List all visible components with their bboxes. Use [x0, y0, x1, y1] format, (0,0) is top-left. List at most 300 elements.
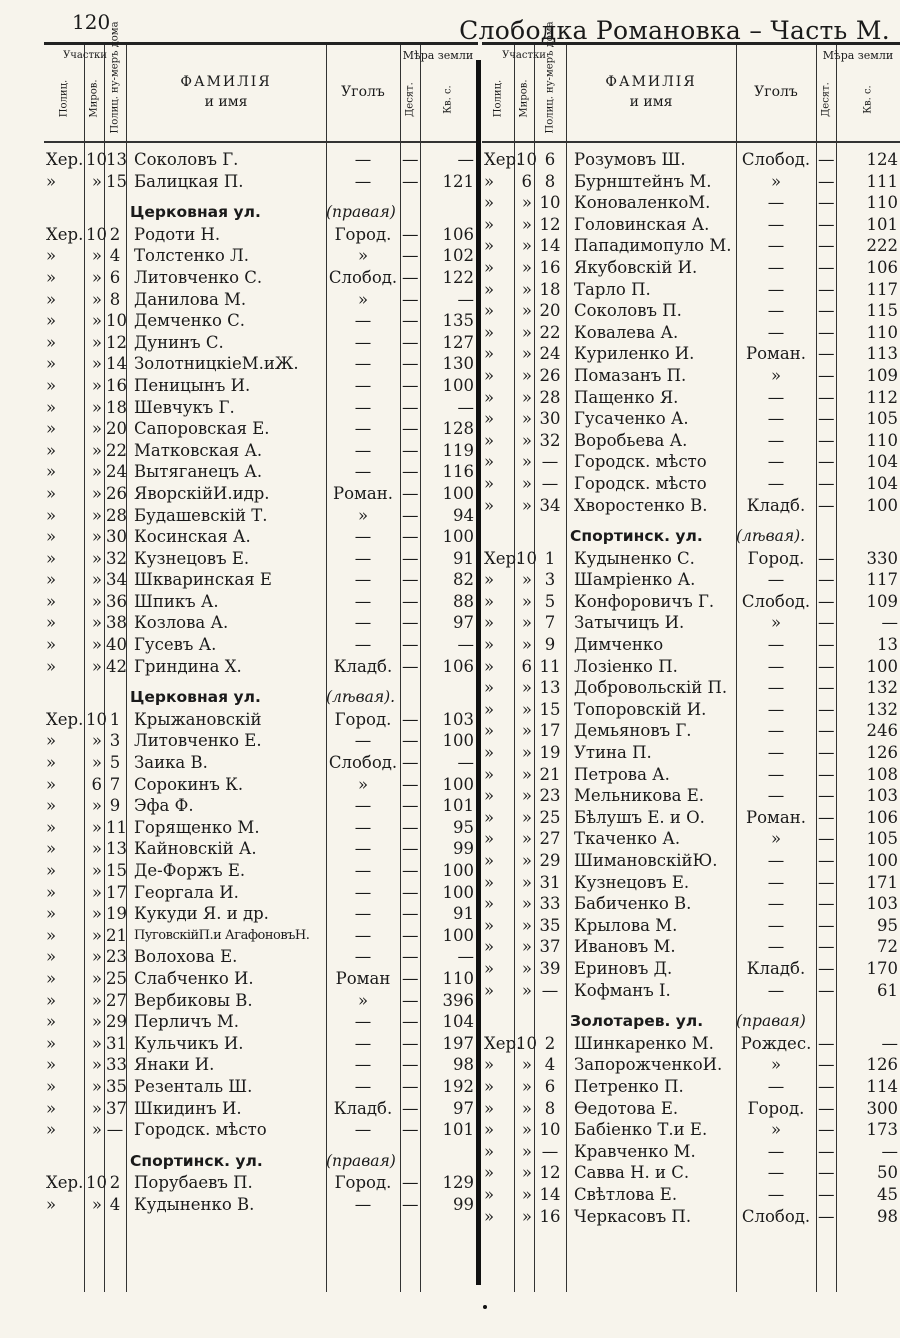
peace-district-cell: »	[521, 1120, 532, 1140]
table-row	[44, 752, 478, 774]
sq-sazhen-cell: 104	[866, 452, 898, 472]
owner-name-cell: Толстенко Л.	[134, 246, 250, 266]
corner-cell: »	[357, 990, 369, 1010]
house-number-cell: 10	[539, 193, 561, 213]
owner-name-cell: Конфоровичъ Г.	[574, 591, 715, 611]
police-district-cell: »	[484, 807, 495, 827]
desyatin-cell: —	[818, 257, 835, 277]
peace-district-cell: »	[91, 731, 102, 751]
right-table-body	[482, 149, 900, 1227]
corner-cell: Слобод.	[741, 1206, 811, 1226]
peace-district-cell: »	[521, 678, 532, 698]
house-number-cell: 10	[106, 311, 127, 331]
desyatin-cell: —	[818, 958, 835, 978]
peace-district-cell: »	[91, 904, 102, 924]
house-number-cell: 14	[539, 236, 561, 256]
owner-name-cell: Эфа Ф.	[134, 796, 194, 816]
header-familiya	[126, 45, 326, 141]
police-district-cell: »	[46, 548, 57, 568]
police-district-cell: »	[484, 452, 495, 472]
desyatin-cell: —	[818, 872, 835, 892]
table-row	[482, 322, 900, 344]
sq-sazhen-cell: 103	[866, 894, 898, 914]
desyatin-cell: —	[818, 548, 835, 568]
desyatin-cell: —	[402, 397, 419, 417]
header-mera-zemli	[400, 45, 476, 65]
desyatin-cell: —	[402, 1076, 419, 1096]
header-desyat: Десят.	[820, 82, 832, 117]
police-district-cell: »	[484, 570, 495, 590]
desyatin-cell: —	[818, 1055, 835, 1075]
table-row	[482, 1141, 900, 1163]
sq-sazhen-cell: 106	[442, 224, 474, 244]
owner-name-cell: Городск. мѣсто	[574, 473, 707, 493]
house-number-cell: 3	[109, 731, 121, 751]
police-district-cell: »	[46, 397, 57, 417]
house-number-cell: 6	[544, 150, 556, 169]
owner-name-cell: Кудыненко С.	[574, 548, 695, 568]
desyatin-cell: —	[402, 925, 419, 945]
desyatin-cell: —	[818, 344, 835, 364]
police-district-cell: »	[484, 937, 495, 957]
desyatin-cell: —	[402, 817, 419, 837]
desyatin-cell: —	[818, 301, 835, 321]
house-number-cell: 15	[106, 861, 127, 880]
owner-name-cell: Шамріенко А.	[574, 570, 696, 590]
house-number-cell: 23	[539, 786, 561, 806]
peace-district-cell: »	[91, 354, 102, 374]
table-row	[44, 440, 478, 462]
sq-sazhen-cell: 119	[442, 440, 474, 460]
table-row	[482, 473, 900, 495]
police-district-cell: »	[484, 257, 495, 277]
corner-cell: —	[767, 236, 785, 256]
desyatin-cell: —	[402, 656, 419, 676]
house-number-cell: 37	[539, 937, 561, 957]
sq-sazhen-cell: 121	[442, 171, 474, 191]
desyatin-cell: —	[818, 1206, 835, 1226]
peace-district-cell: »	[521, 387, 532, 407]
peace-district-cell: »	[521, 1055, 532, 1075]
peace-district-cell: »	[91, 1120, 102, 1140]
peace-district-cell: »	[91, 570, 102, 590]
peace-district-cell: »	[91, 817, 102, 837]
peace-district-cell: »	[521, 872, 532, 892]
sq-sazhen-cell: 104	[442, 1012, 474, 1032]
house-number-cell: 31	[106, 1033, 127, 1053]
sq-sazhen-cell: —	[457, 753, 474, 773]
sq-sazhen-cell: 114	[866, 1076, 898, 1096]
row-spacer	[482, 516, 900, 526]
owner-name-cell: Ткаченко А.	[574, 829, 681, 849]
police-district-cell: »	[46, 753, 57, 773]
corner-cell: —	[354, 1120, 372, 1140]
street-side: (правая)	[736, 1012, 806, 1031]
owner-name-cell: Савва Н. и С.	[574, 1163, 690, 1183]
desyatin-cell: —	[402, 731, 419, 751]
house-number-cell: —	[541, 473, 559, 493]
desyatin-cell: —	[402, 505, 419, 525]
peace-district-cell: »	[521, 786, 532, 806]
table-row	[44, 1054, 478, 1076]
desyatin-cell: —	[402, 246, 419, 266]
sq-sazhen-cell: 106	[866, 257, 898, 277]
table-row	[44, 310, 478, 332]
house-number-cell: 39	[539, 958, 561, 978]
column-divider	[476, 60, 481, 1285]
peace-district-cell: »	[91, 990, 102, 1010]
police-district-cell: »	[46, 968, 57, 988]
police-district-cell: »	[46, 354, 57, 374]
police-district-cell: »	[484, 591, 495, 611]
house-number-cell: 35	[106, 1076, 127, 1096]
peace-district-cell: »	[521, 807, 532, 827]
police-district-cell: »	[484, 1184, 495, 1204]
sq-sazhen-cell: 197	[442, 1033, 474, 1053]
corner-cell: —	[767, 699, 785, 719]
police-district-cell: »	[46, 613, 57, 633]
desyatin-cell: —	[818, 214, 835, 234]
table-row	[482, 451, 900, 473]
table-row	[44, 838, 478, 860]
sq-sazhen-cell: 88	[453, 591, 474, 611]
table-row	[482, 720, 900, 742]
sq-sazhen-cell: —	[457, 397, 474, 417]
house-number-cell: 26	[106, 483, 127, 503]
peace-district-cell: »	[521, 1098, 532, 1118]
police-district-cell: »	[484, 301, 495, 321]
sq-sazhen-cell: 91	[453, 904, 474, 924]
police-district-cell: »	[46, 1033, 57, 1053]
table-row	[44, 245, 478, 267]
desyatin-cell: —	[818, 430, 835, 450]
house-number-cell: 38	[106, 613, 127, 633]
sq-sazhen-cell: 106	[866, 807, 898, 827]
desyatin-cell: —	[818, 764, 835, 784]
peace-district-cell: »	[521, 430, 532, 450]
corner-cell: —	[767, 872, 785, 892]
corner-cell: Город.	[334, 1173, 392, 1193]
table-row	[44, 946, 478, 968]
corner-cell: Слобод.	[741, 150, 811, 169]
peace-district-cell: »	[91, 925, 102, 945]
desyatin-cell: —	[818, 1163, 835, 1183]
house-number-cell: 32	[106, 548, 127, 568]
desyatin-cell: —	[402, 753, 419, 773]
table-row	[44, 1011, 478, 1033]
table-row	[482, 279, 900, 301]
house-number-cell: 17	[539, 721, 561, 741]
house-number-cell: 2	[544, 1033, 556, 1053]
house-number-cell: 29	[106, 1012, 127, 1032]
owner-name-cell: Димченко	[574, 635, 664, 655]
header-kv-s: Кв. с.	[442, 85, 454, 114]
table-row	[44, 925, 478, 947]
owner-name-cell: Кузнецовъ Е.	[574, 872, 690, 892]
corner-cell: Роман	[335, 968, 391, 988]
sq-sazhen-cell: 100	[442, 731, 474, 751]
header-dom-nomer: Полиц. ну-меръ дома	[544, 21, 556, 134]
peace-district-cell: »	[91, 1098, 102, 1118]
sq-sazhen-cell: 101	[866, 214, 898, 234]
desyatin-cell: —	[818, 1098, 835, 1118]
peace-district-cell: »	[521, 452, 532, 472]
owner-name-cell: Ериновъ Д.	[574, 958, 673, 978]
corner-cell: —	[354, 354, 372, 374]
corner-cell: —	[767, 387, 785, 407]
owner-name-cell: Бабіенко Т.и Е.	[574, 1120, 708, 1140]
table-row	[44, 224, 478, 246]
peace-district-cell: »	[91, 527, 102, 547]
corner-cell: —	[767, 193, 785, 213]
police-district-cell: »	[46, 656, 57, 676]
desyatin-cell: —	[402, 839, 419, 859]
desyatin-cell: —	[402, 1194, 419, 1214]
police-district-cell: »	[484, 1141, 495, 1161]
police-district-cell: »	[484, 214, 495, 234]
sq-sazhen-cell: 117	[866, 570, 898, 590]
police-district-cell: »	[46, 731, 57, 751]
house-number-cell: 1	[109, 709, 121, 729]
peace-district-cell: »	[91, 332, 102, 352]
desyatin-cell: —	[818, 1141, 835, 1161]
owner-name-cell: Соколовъ П.	[574, 301, 682, 321]
corner-cell: »	[770, 613, 782, 633]
house-number-cell: 4	[109, 1194, 121, 1214]
corner-cell: —	[354, 904, 372, 924]
desyatin-cell: —	[402, 570, 419, 590]
owner-name-cell: Утина П.	[574, 743, 652, 763]
house-number-cell: 30	[539, 409, 561, 429]
corner-cell: —	[354, 419, 372, 439]
peace-district-cell: »	[521, 1163, 532, 1183]
corner-cell: —	[767, 635, 785, 655]
peace-district-cell: »	[91, 267, 102, 287]
desyatin-cell: —	[818, 1184, 835, 1204]
corner-cell: Рождес.	[740, 1033, 812, 1053]
peace-district-cell: »	[91, 656, 102, 676]
print-dot	[483, 1305, 487, 1309]
header-mirov: Миров.	[88, 79, 100, 118]
police-district-cell: »	[484, 344, 495, 364]
police-district-cell: »	[484, 1098, 495, 1118]
table-row	[44, 774, 478, 796]
owner-name-cell: Петренко П.	[574, 1076, 684, 1096]
table-row	[482, 764, 900, 786]
corner-cell: —	[767, 721, 785, 741]
police-district-cell: »	[46, 882, 57, 902]
owner-name-cell: Розумовъ Ш.	[574, 150, 686, 169]
owner-name-cell: Добровольскій П.	[574, 678, 728, 698]
corner-cell: —	[354, 947, 372, 967]
peace-district-cell: »	[91, 968, 102, 988]
desyatin-cell: —	[402, 483, 419, 503]
peace-district-cell: »	[91, 462, 102, 482]
peace-district-cell: »	[91, 796, 102, 816]
header-familiya-label: ФАМИЛІЯ	[605, 74, 697, 90]
peace-district-cell: »	[521, 591, 532, 611]
desyatin-cell: —	[402, 882, 419, 902]
house-number-cell: 10	[539, 1120, 561, 1140]
owner-name-cell: Ивановъ М.	[574, 937, 676, 957]
police-district-cell: »	[484, 613, 495, 633]
sq-sazhen-cell: 132	[866, 678, 898, 698]
police-district-cell: Хер.	[46, 1173, 84, 1193]
owner-name-cell: ЗапорожченкоИ.	[574, 1055, 723, 1075]
sq-sazhen-cell: 82	[453, 570, 474, 590]
corner-cell: Слобод.	[741, 591, 811, 611]
sq-sazhen-cell: 98	[453, 1055, 474, 1075]
desyatin-cell: —	[818, 387, 835, 407]
desyatin-cell: —	[402, 311, 419, 331]
peace-district-cell: »	[91, 613, 102, 633]
desyatin-cell: —	[818, 591, 835, 611]
sq-sazhen-cell: 61	[877, 980, 898, 1000]
table-row	[44, 505, 478, 527]
owner-name-cell: Топоровскій И.	[574, 699, 707, 719]
table-row	[482, 1076, 900, 1098]
owner-name-cell: Демьяновъ Г.	[574, 721, 692, 741]
desyatin-cell: —	[402, 150, 419, 169]
house-number-cell: 29	[539, 851, 561, 870]
house-number-cell: 11	[106, 817, 127, 837]
owner-name-cell: Горященко М.	[134, 817, 260, 837]
sq-sazhen-cell: 95	[877, 915, 898, 935]
corner-cell: Город.	[747, 548, 805, 568]
police-district-cell: »	[484, 915, 495, 935]
peace-district-cell: »	[521, 980, 532, 1000]
corner-cell: —	[767, 430, 785, 450]
peace-district-cell: »	[91, 1055, 102, 1075]
sq-sazhen-cell: 246	[866, 721, 898, 741]
corner-cell: —	[767, 409, 785, 429]
desyatin-cell: —	[402, 440, 419, 460]
owner-name-cell: Шинкаренко М.	[574, 1033, 714, 1053]
table-row	[44, 332, 478, 354]
header-dom-nomer: Полиц. ну-меръ дома	[109, 21, 121, 134]
table-row	[482, 1162, 900, 1184]
peace-district-cell: »	[521, 743, 532, 763]
table-row	[482, 430, 900, 452]
corner-cell: —	[767, 322, 785, 342]
desyatin-cell: —	[818, 150, 835, 169]
sq-sazhen-cell: —	[457, 635, 474, 655]
corner-cell: —	[354, 440, 372, 460]
peace-district-cell: »	[521, 1184, 532, 1204]
desyatin-cell: —	[818, 807, 835, 827]
owner-name-cell: Кукуди Я. и др.	[134, 904, 269, 924]
owner-name-cell: Шпикъ А.	[134, 591, 219, 611]
sq-sazhen-cell: 115	[866, 301, 898, 321]
owner-name-cell: Сапоровская Е.	[134, 419, 270, 439]
desyatin-cell: —	[818, 193, 835, 213]
peace-district-cell: »	[91, 483, 102, 503]
owner-name-cell: Дунинъ С.	[134, 332, 224, 352]
corner-cell: —	[354, 397, 372, 417]
corner-cell: —	[767, 764, 785, 784]
sq-sazhen-cell: 100	[442, 882, 474, 902]
peace-district-cell: 10	[86, 709, 107, 729]
desyatin-cell: —	[402, 1098, 419, 1118]
peace-district-cell: »	[521, 1076, 532, 1096]
desyatin-cell: —	[818, 829, 835, 849]
house-number-cell: —	[541, 452, 559, 472]
table-row	[482, 872, 900, 894]
desyatin-cell: —	[402, 462, 419, 482]
owner-name-cell: Слабченко И.	[134, 968, 254, 988]
house-number-cell: 9	[109, 796, 121, 816]
peace-district-cell: »	[91, 397, 102, 417]
house-number-cell: 26	[539, 365, 561, 385]
sq-sazhen-cell: 101	[442, 796, 474, 816]
table-row	[44, 1119, 478, 1141]
police-district-cell: »	[46, 947, 57, 967]
owner-name-cell: Кульчикъ И.	[134, 1033, 244, 1053]
sq-sazhen-cell: 170	[866, 958, 898, 978]
table-row	[44, 1194, 478, 1216]
sq-sazhen-cell: 100	[866, 851, 898, 870]
peace-district-cell: »	[521, 257, 532, 277]
sq-sazhen-cell: 117	[866, 279, 898, 299]
police-district-cell: »	[46, 839, 57, 859]
corner-cell: —	[354, 817, 372, 837]
owner-name-cell: Пападимопуло М.	[574, 236, 732, 256]
table-row	[44, 461, 478, 483]
corner-cell: —	[767, 1163, 785, 1183]
police-district-cell: »	[484, 872, 495, 892]
sq-sazhen-cell: 330	[866, 548, 898, 568]
sq-sazhen-cell: —	[881, 613, 898, 633]
owner-name-cell: ШимановскійЮ.	[574, 851, 718, 870]
police-district-cell: »	[46, 171, 57, 191]
owner-name-cell: Шевчукъ Г.	[134, 397, 235, 417]
table-row	[44, 709, 478, 731]
desyatin-cell: —	[402, 1033, 419, 1053]
corner-cell: —	[767, 1141, 785, 1161]
owner-name-cell: Георгала И.	[134, 882, 239, 902]
police-district-cell: »	[484, 495, 495, 515]
corner-cell: »	[770, 1055, 782, 1075]
peace-district-cell: »	[91, 1033, 102, 1053]
corner-cell: —	[354, 462, 372, 482]
police-district-cell: »	[46, 1098, 57, 1118]
house-number-cell: 5	[544, 591, 556, 611]
row-spacer	[44, 1141, 478, 1151]
peace-district-cell: »	[521, 344, 532, 364]
police-district-cell: »	[46, 505, 57, 525]
police-district-cell: Хер.	[484, 1033, 522, 1053]
corner-cell: —	[767, 678, 785, 698]
header-mera-zemli-label: Мѣра земли	[822, 49, 894, 62]
peace-district-cell: »	[521, 322, 532, 342]
table-row	[482, 785, 900, 807]
header-mirov: Миров.	[518, 79, 530, 118]
sq-sazhen-cell: —	[881, 1141, 898, 1161]
street-side: (правая)	[326, 1151, 396, 1170]
corner-cell: Роман.	[746, 807, 806, 827]
sq-sazhen-cell: 110	[866, 193, 898, 213]
desyatin-cell: —	[818, 786, 835, 806]
peace-district-cell: 10	[516, 548, 537, 568]
owner-name-cell: КоноваленкоМ.	[574, 193, 711, 213]
corner-cell: »	[770, 1120, 782, 1140]
house-number-cell: —	[106, 1120, 124, 1140]
house-number-cell: 33	[106, 1055, 127, 1075]
table-row	[44, 1172, 478, 1194]
table-row	[482, 677, 900, 699]
table-row	[44, 1076, 478, 1098]
police-district-cell: »	[46, 375, 57, 395]
